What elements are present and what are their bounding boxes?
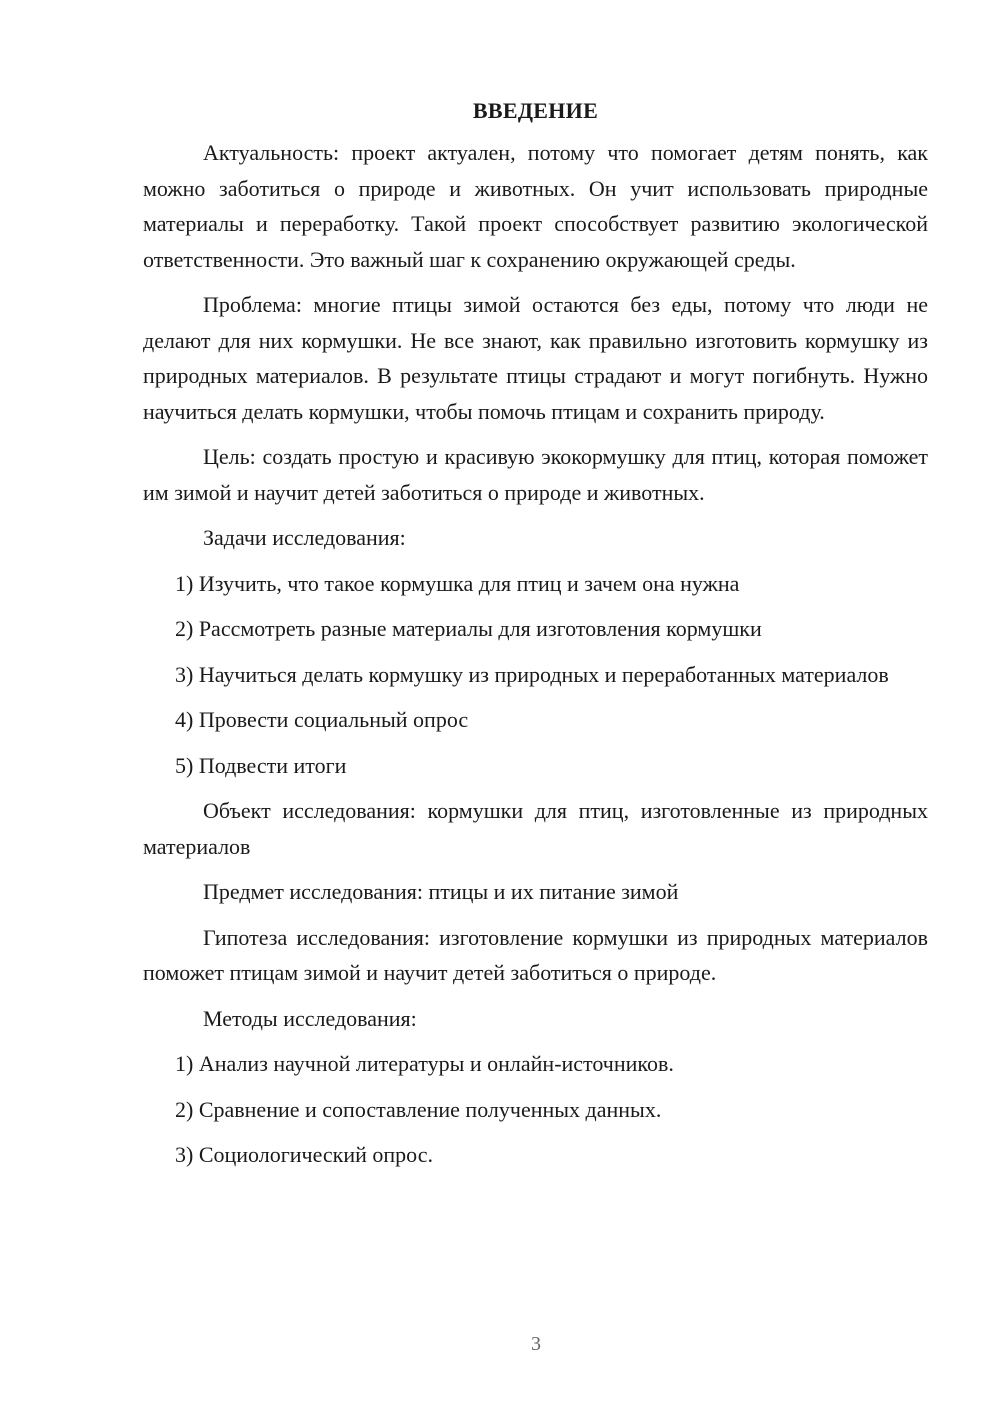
page-content <box>143 95 928 1183</box>
goal-paragraph: Цель: создать простую и красивую экокормушку для птиц, которая поможет им зимой и научит детей заботиться о природе и животных. <box>143 444 928 505</box>
subject-paragraph: Предмет исследования: птицы и их питание зимой <box>203 879 679 904</box>
method-item: 3) Социологический опрос. <box>175 1142 433 1167</box>
task-item: 2) Рассмотреть разные материалы для изготовления кормушки <box>175 616 762 641</box>
tasks-label: Задачи исследования: <box>203 525 406 550</box>
task-item: 1) Изучить, что такое кормушка для птиц и зачем она нужна <box>175 570 740 596</box>
hypothesis-paragraph: Гипотеза исследования: изготовление кормушки из природных материалов поможет птицам зимой и научит детей заботиться о природе. <box>143 924 928 985</box>
task-item: 3) Научиться делать кормушку из природных и переработанных материалов <box>175 661 889 687</box>
page-number: 3 <box>531 1333 541 1355</box>
object-paragraph: Объект исследования: кормушки для птиц, изготовленные из природных материалов <box>143 798 928 859</box>
task-item: 4) Провести социальный опрос <box>175 707 469 732</box>
methods-label: Методы исследования: <box>203 1005 417 1031</box>
task-item: 5) Подвести итоги <box>175 752 347 778</box>
method-item: 2) Сравнение и сопоставление полученных данных. <box>175 1096 662 1122</box>
relevance-paragraph: Актуальность: проект актуален, потому что помогает детям понять, как можно заботиться о природе и животных. Он учит использовать природные материалы и переработку. Такой проект способствует развитию экологической ответственности. Это важный шаг к сохранению окружающей среды. <box>143 140 928 272</box>
method-item: 1) Анализ научной литературы и онлайн-источников. <box>175 1051 674 1076</box>
page-title: ВВЕДЕНИЕ <box>472 98 599 123</box>
problem-paragraph: Проблема: многие птицы зимой остаются без еды, потому что люди не делают для них кормушки. Не все знают, как правильно изготовить кормушку из природных материалов. В результате птицы страдают и могут погибнуть. Нужно научиться делать кормушки, чтобы помочь птицам и сохранить природу. <box>143 292 928 424</box>
